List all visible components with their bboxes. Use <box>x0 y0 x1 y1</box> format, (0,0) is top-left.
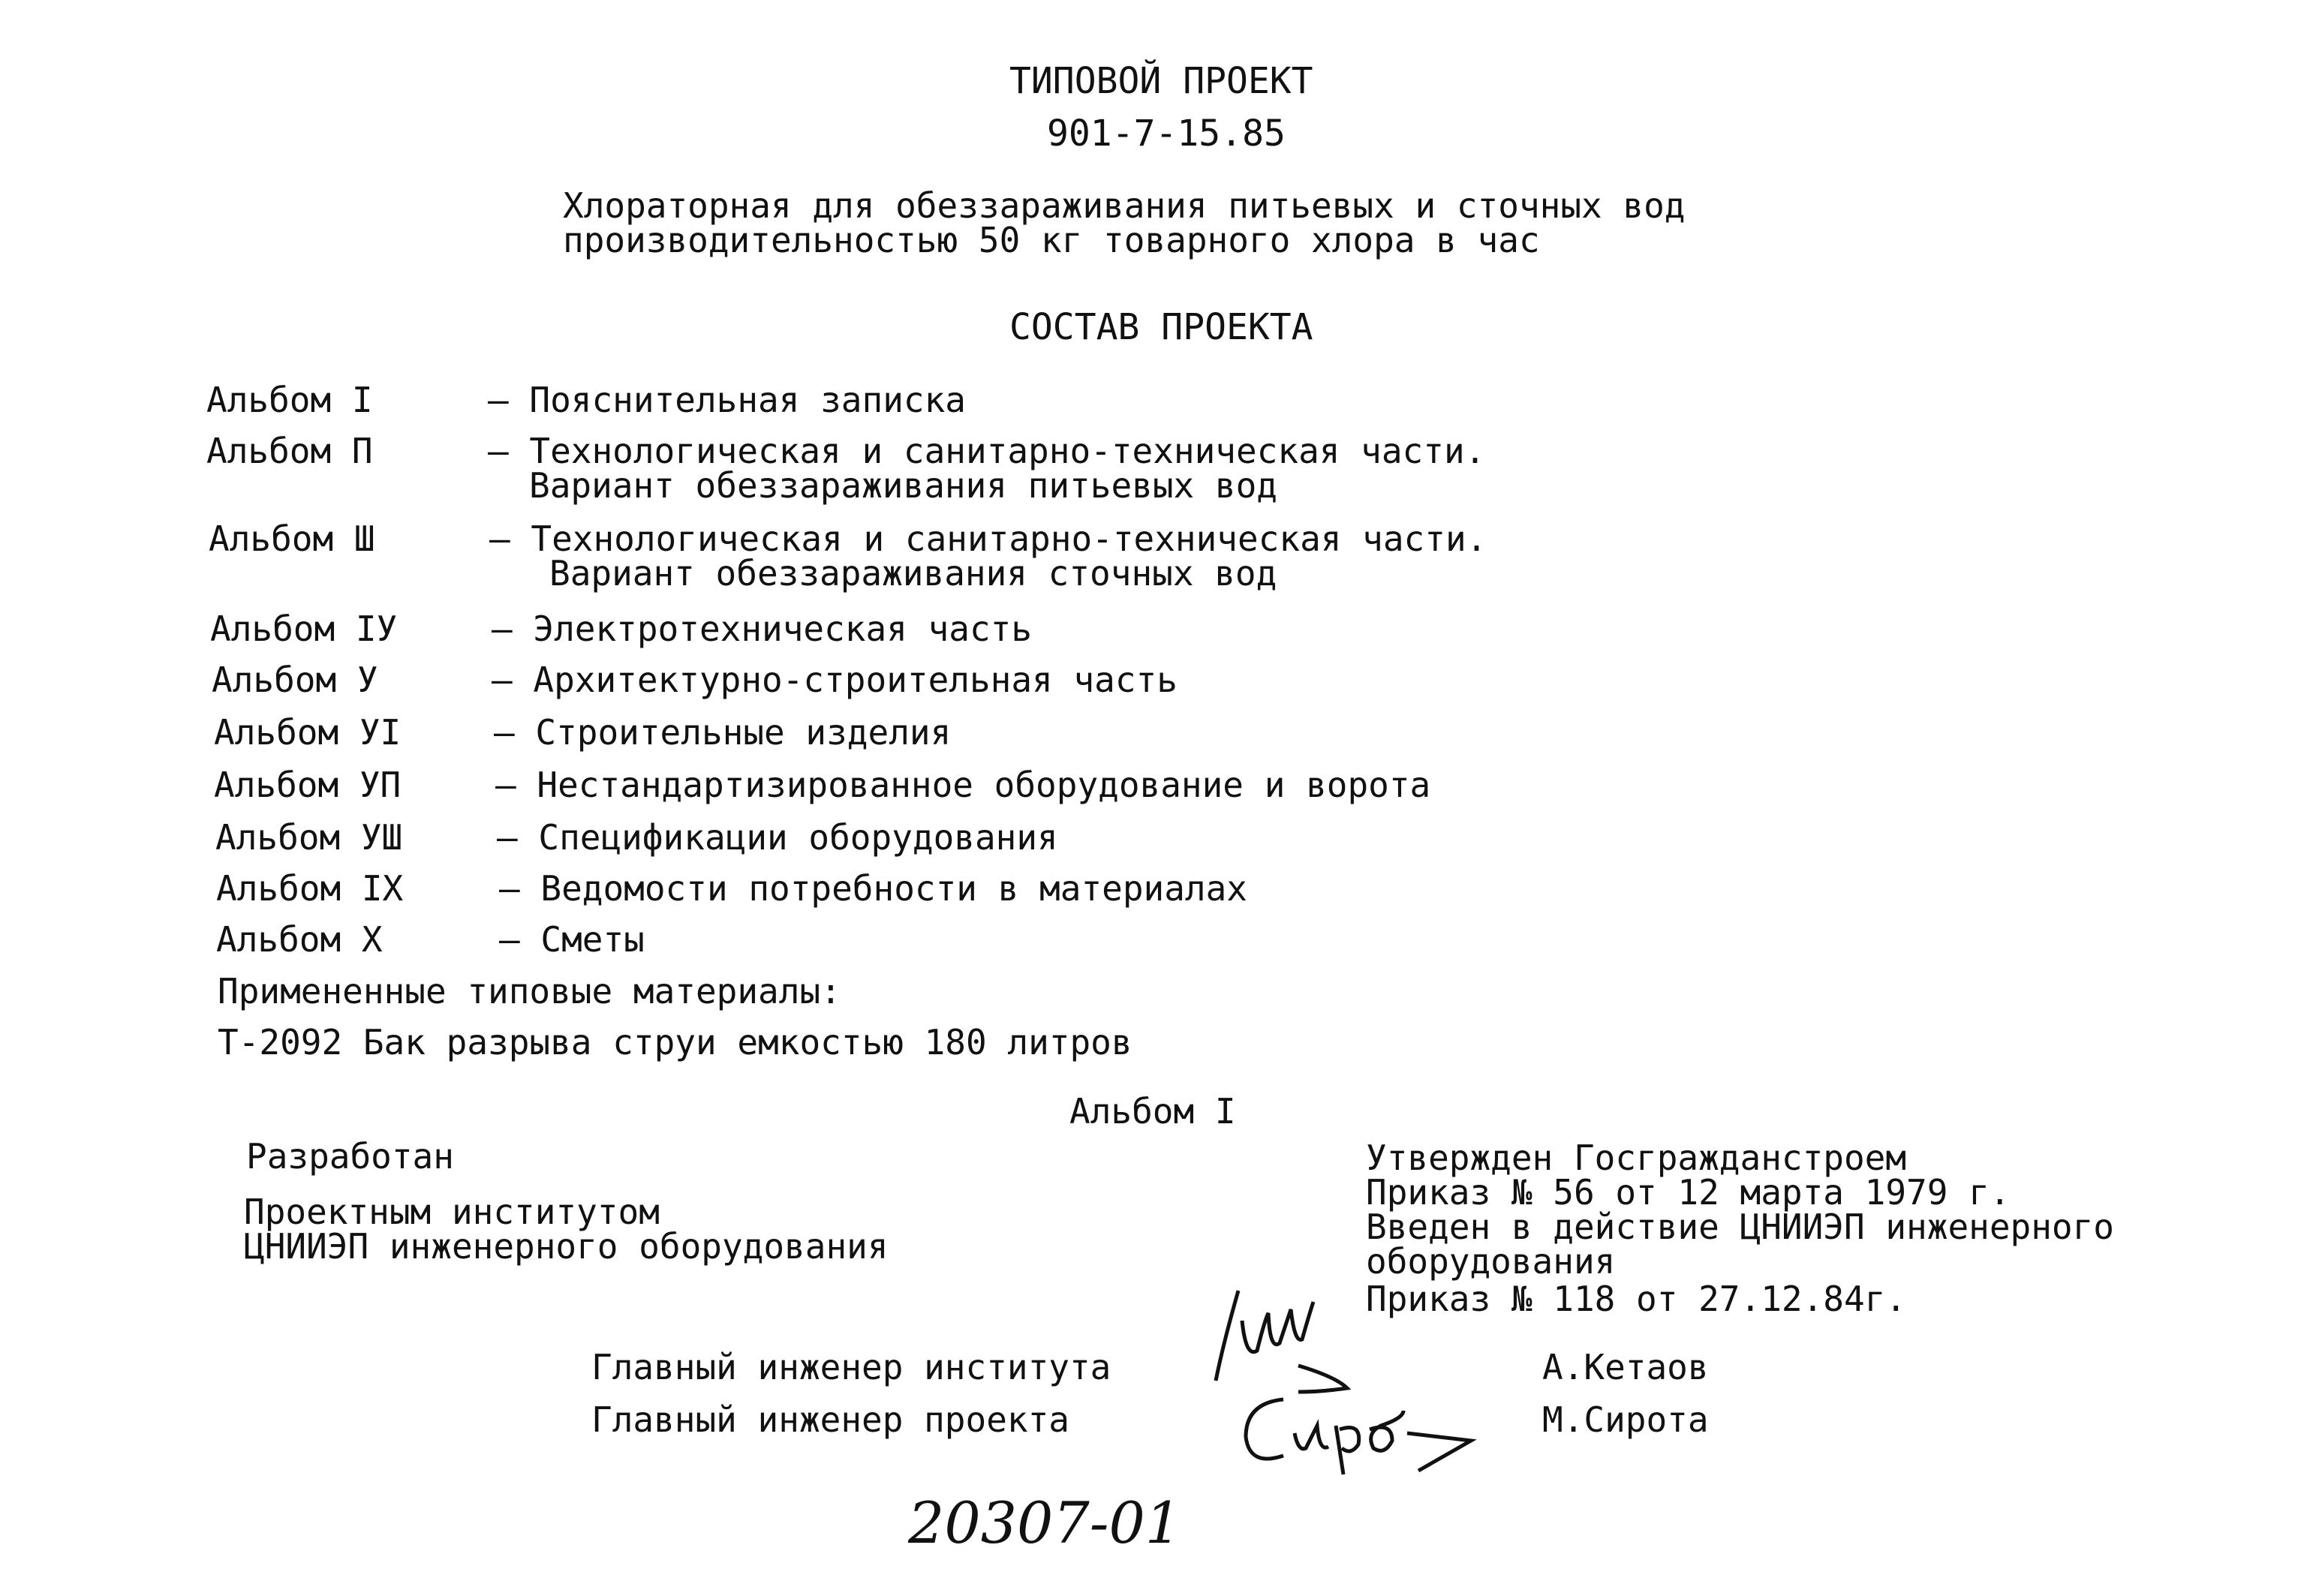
album-label: Альбом X <box>216 919 383 960</box>
album-label: Альбом I <box>206 380 373 420</box>
section-title: СОСТАВ ПРОЕКТА <box>1009 306 1313 348</box>
handwritten-number: 20307-01 <box>908 1489 1182 1556</box>
album-description: – Нестандартизированное оборудование и ворота <box>495 765 1431 805</box>
album-description: – Технологическая и санитарно-техническая части. <box>488 431 1486 471</box>
album-label: Альбом У <box>212 660 378 700</box>
album-description-cont: Вариант обеззараживания питьевых вод <box>529 465 1277 506</box>
album-description: – Архитектурно-строительная часть <box>492 660 1178 700</box>
album-label: Альбом IX <box>216 868 404 909</box>
developed-line2: ЦНИИЭП инженерного оборудования <box>244 1226 889 1267</box>
signature-role: Главный инженер института <box>591 1347 1111 1387</box>
current-album: Альбом I <box>1069 1091 1236 1132</box>
album-description: – Ведомости потребности в материалах <box>499 868 1247 909</box>
signature-sirota-mark <box>1231 1381 1486 1478</box>
developed-heading: Разработан <box>246 1136 454 1177</box>
album-label: Альбом УI <box>214 712 402 753</box>
approval-line1: Утвержден Госгражданстроем <box>1366 1138 1907 1178</box>
project-title-line2: производительностью 50 кг товарного хлора в час <box>563 220 1540 260</box>
album-description: – Пояснительная записка <box>488 380 966 420</box>
approval-line2: Приказ № 56 от 12 марта 1979 г. <box>1366 1172 2011 1213</box>
album-label: Альбом П <box>206 431 373 471</box>
album-description: – Сметы <box>499 919 645 960</box>
approval-line4: оборудования <box>1366 1241 1616 1282</box>
album-description: – Технологическая и санитарно-техническая части. <box>489 518 1487 559</box>
signature-role: Главный инженер проекта <box>591 1399 1069 1440</box>
project-type: ТИПОВОЙ ПРОЕКТ <box>1009 60 1313 102</box>
materials-heading: Примененные типовые материалы: <box>218 971 841 1011</box>
album-label: Альбом УШ <box>215 817 403 858</box>
album-description: – Спецификации оборудования <box>497 817 1058 858</box>
developed-line1: Проектным институтом <box>244 1192 660 1232</box>
album-description: – Электротехническая часть <box>492 609 1033 649</box>
approval-line5: Приказ № 118 от 27.12.84г. <box>1366 1279 1907 1319</box>
signature-name: М.Сирота <box>1542 1399 1709 1440</box>
signature-ketaov-mark <box>1186 1268 1366 1396</box>
materials-item: Т-2092 Бак разрыва струи емкостью 180 литров <box>218 1022 1132 1062</box>
album-description: – Строительные изделия <box>494 712 952 753</box>
album-label: Альбом IУ <box>210 609 398 649</box>
signature-name: А.Кетаов <box>1542 1347 1709 1387</box>
album-label: Альбом УП <box>214 765 402 805</box>
album-label: Альбом Ш <box>209 518 375 559</box>
album-description-cont: Вариант обеззараживания сточных вод <box>549 553 1277 594</box>
project-title-line1: Хлораторная для обеззараживания питьевых и сточных вод <box>563 185 1686 226</box>
approval-line3: Введен в действие ЦНИИЭП инженерного <box>1366 1207 2114 1247</box>
project-number: 901-7-15.85 <box>1047 113 1286 155</box>
